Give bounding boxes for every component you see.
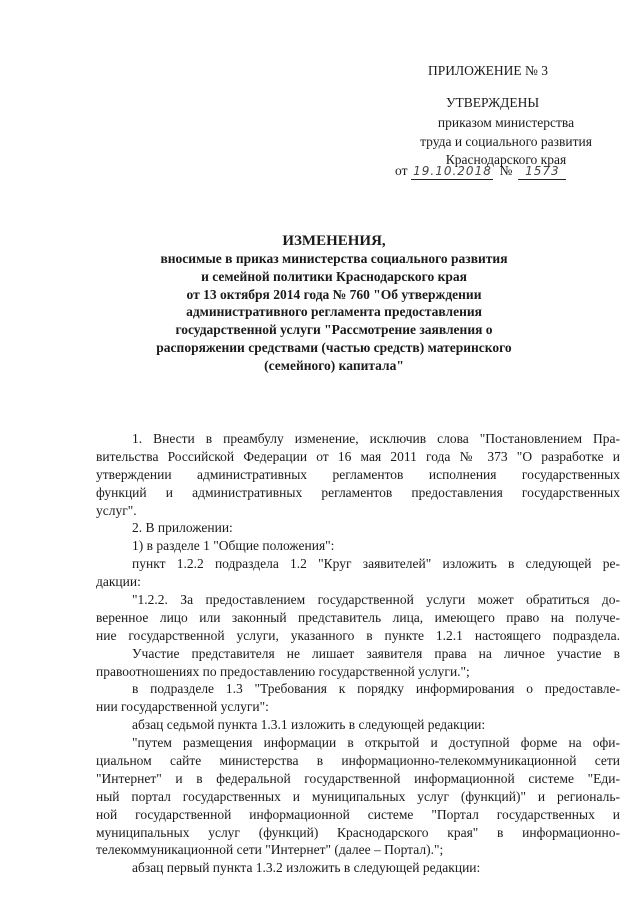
body-line: "путем размещения информации в открытой и доступной форме на офи- (132, 735, 620, 751)
body-line: муниципальных услуг (функций) Краснодарского края" в информационно- (96, 824, 620, 840)
subtitle-line: (семейного) капитала" (264, 357, 404, 373)
body-line: ние государственной услуги, указанного в пункте 1.2.1 настоящего подраздела. (96, 627, 620, 643)
body-line: 1) в разделе 1 "Общие положения": (132, 538, 335, 554)
body-line: циальном сайте министерства в информационно-телекоммуникационной сети (96, 753, 620, 769)
order-date-handwritten: 19.10.2018 (413, 164, 492, 178)
approval-line: Краснодарского края (445, 152, 567, 167)
document-body (96, 430, 620, 877)
order-from-label: от (395, 163, 408, 178)
subtitle-line: от 13 октября 2014 года № 760 "Об утверждении (186, 286, 482, 302)
document-subtitle (120, 250, 548, 375)
body-line: ный портал государственных и муниципальных услуг (функций)" и региональ- (96, 788, 620, 804)
body-line: ной государственной информационной системе "Портал государственных и (96, 806, 620, 822)
approved-label: УТВЕРЖДЕНЫ (446, 95, 540, 110)
subtitle-line: распоряжении средствами (частью средств) материнского (156, 339, 512, 355)
approval-line: приказом министерства (437, 115, 575, 130)
approval-line: труда и социального развития (420, 133, 592, 149)
body-line: услуг". (96, 502, 137, 518)
order-number-handwritten: 1573 (518, 163, 566, 180)
body-line: вительства Российской Федерации от 16 мая 2011 года № 373 "О разработке и (96, 448, 620, 464)
body-line: утверждении административных регламентов исполнения государственных (96, 466, 620, 482)
subtitle-line: государственной услуги "Рассмотрение заявления о (175, 322, 493, 338)
body-line: правоотношениях по предоставлению государственной услуги."; (96, 663, 470, 679)
subtitle-line: и семейной политики Краснодарского края (201, 268, 467, 284)
document-title: ИЗМЕНЕНИЯ, (282, 233, 386, 249)
body-line: в подразделе 1.3 "Требования к порядку информирования о предоставле- (132, 681, 620, 697)
body-line: 1. Внести в преамбулу изменение, исключив слова "Постановлением Пра- (132, 431, 620, 446)
body-line: веренное лицо или законный представитель лица, имеющего право на получе- (96, 609, 620, 625)
body-line: Участие представителя не лишает заявителя права на личное участие в (132, 645, 620, 661)
body-line: нии государственной услуги": (96, 699, 269, 715)
order-number-label: № (499, 163, 513, 178)
body-line: "Интернет" и в федеральной государственной информационной системе "Еди- (96, 770, 620, 786)
body-line: "1.2.2. За предоставлением государственной услуги может обратиться до- (132, 592, 620, 608)
body-line: дакции: (96, 574, 141, 590)
appendix-label: ПРИЛОЖЕНИЕ № 3 (428, 63, 549, 78)
body-line: функций и административных регламентов предоставления государственных (96, 484, 620, 500)
subtitle-line: административного регламента предоставления (186, 304, 482, 320)
body-line: 2. В приложении: (132, 520, 233, 536)
body-line: абзац первый пункта 1.3.2 изложить в следующей редакции: (132, 860, 481, 876)
subtitle-line: вносимые в приказ министерства социального развития (160, 251, 508, 266)
body-line: абзац седьмой пункта 1.3.1 изложить в следующей редакции: (132, 717, 486, 733)
order-reference (395, 162, 566, 180)
body-line: телекоммуникационной сети "Интернет" (далее – Портал)."; (96, 842, 444, 858)
body-line: пункт 1.2.2 подраздела 1.2 "Круг заявителей" изложить в следующей ре- (132, 556, 620, 572)
